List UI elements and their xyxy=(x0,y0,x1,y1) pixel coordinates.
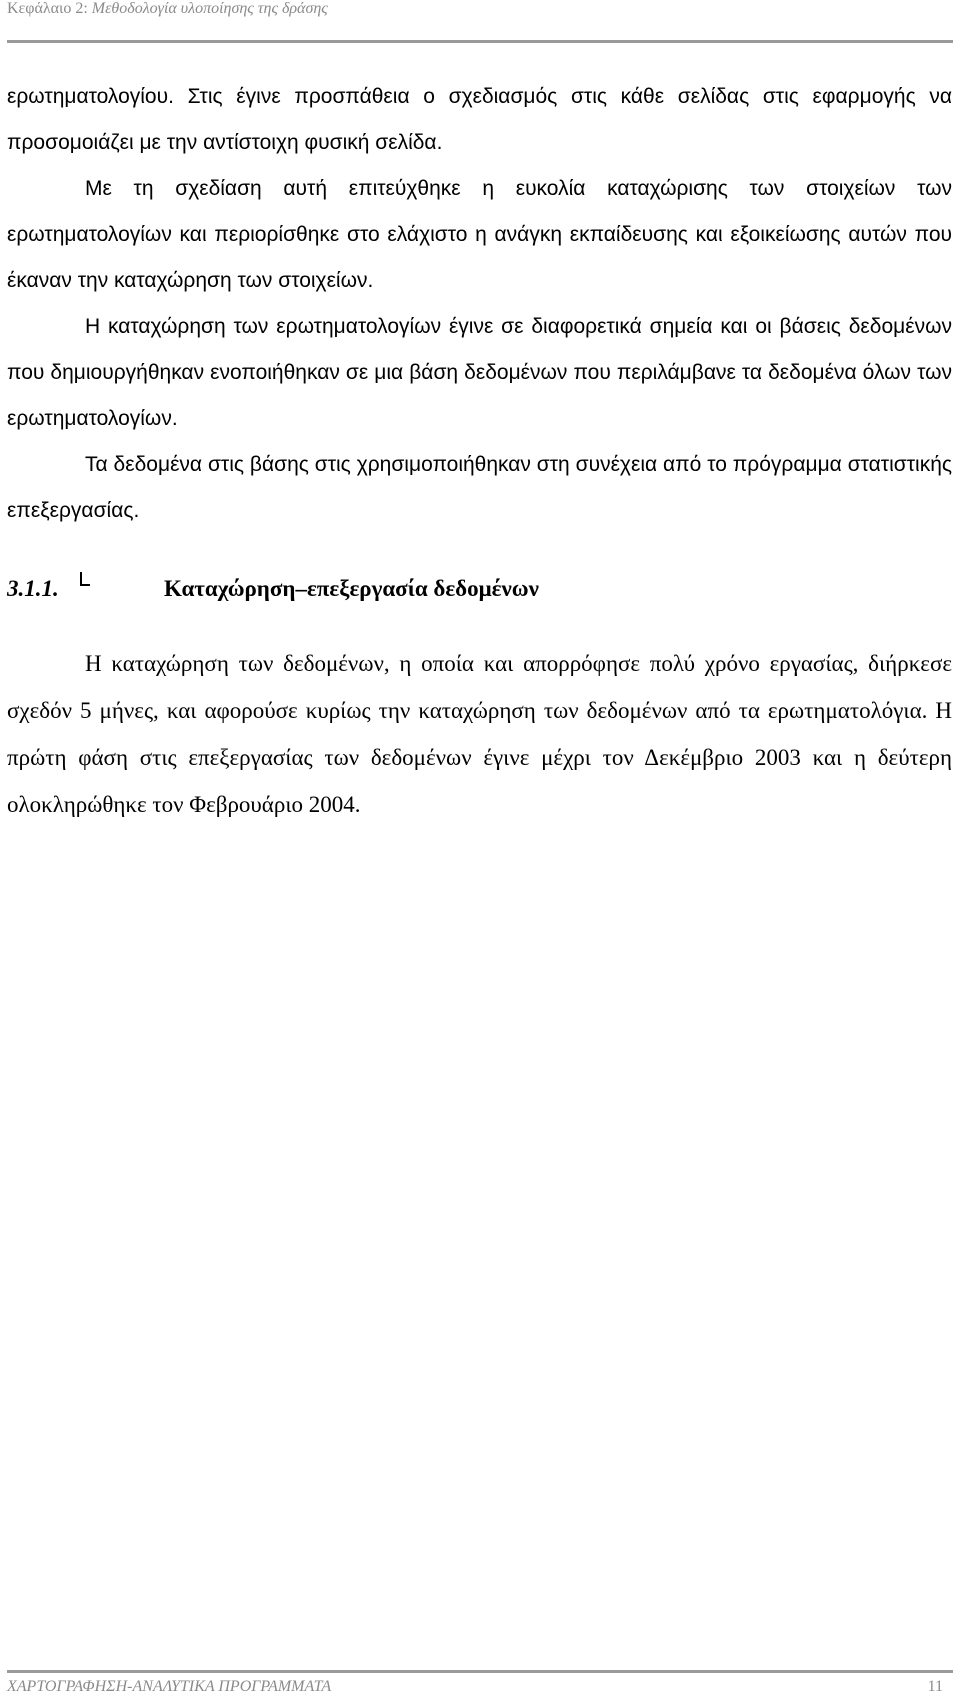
paragraph: Τα δεδομένα στις βάσης στις χρησιμοποιήθηκαν στη συνέχεια από το πρόγραμμα στατιστικής επεξεργασίας. xyxy=(7,453,952,522)
page-body xyxy=(7,74,952,828)
section-paragraph: Η καταχώρηση των δεδομένων, η οποία και απορρόφησε πολύ χρόνο εργασίας, διήρκεσε σχεδόν 5 μήνες, και αφορούσε κυρίως την καταχώρηση των δεδομένων από τα ερωτηματολόγια. Η πρώτη φάση στις επεξεργασίας των δεδομένων έγινε μέχρι τον Δεκέμβριο 2003 και η δεύτερη ολοκληρώθηκε τον Φεβρουάριο 2004. xyxy=(7,651,952,817)
paragraph: ερωτηματολογίου. Στις έγινε προσπάθεια ο σχεδιασμός στις κάθε σελίδας στις εφαρμογής να προσομοιάζει με την αντίστοιχη φυσική σελίδα. xyxy=(7,85,952,154)
corner-mark-icon xyxy=(80,572,90,586)
page-number: 11 xyxy=(927,1678,943,1695)
chapter-title: Μεθοδολογία υλοποίησης της δράσης xyxy=(91,0,328,17)
section-heading xyxy=(7,566,952,612)
chapter-number: Κεφάλαιο 2: xyxy=(7,0,88,17)
page-header xyxy=(7,0,953,43)
footer-running-title: ΧΑΡΤΟΓΡΑΦΗΣΗ-ΑΝΑΛΥΤΙΚΑ ΠΡΟΓΡΑΜΜΑΤΑ xyxy=(7,1678,332,1695)
page-footer xyxy=(7,1670,953,1695)
section-number: 3.1.1. xyxy=(7,576,59,601)
section-title: Καταχώρηση–επεξεργασία δεδομένων xyxy=(164,576,539,601)
paragraph: Με τη σχεδίαση αυτή επιτεύχθηκε η ευκολία καταχώρισης των στοιχείων των ερωτηματολογίων και περιορίσθηκε στο ελάχιστο η ανάγκη εκπαίδευσης και εξοικείωσης αυτών που έκαναν την καταχώρηση των στοιχείων. xyxy=(7,177,952,292)
paragraph: Η καταχώρηση των ερωτηματολογίων έγινε σε διαφορετικά σημεία και οι βάσεις δεδομένων που δημιουργήθηκαν ενοποιήθηκαν σε μια βάση δεδομένων που περιλάμβανε τα δεδομένα όλων των ερωτηματολογίων. xyxy=(7,315,952,430)
